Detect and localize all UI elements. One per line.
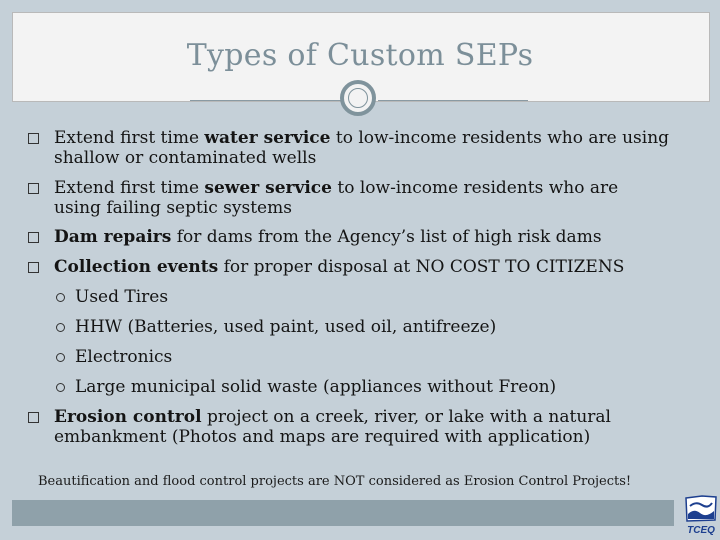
- bullet-text-bold: Dam repairs: [54, 227, 172, 247]
- bullet-text: [54, 227, 602, 247]
- title-ornament-icon: [340, 80, 376, 116]
- bullet-text-line2: using failing septic systems: [54, 198, 292, 218]
- sub-bullet-text: Large municipal solid waste (appliances without Freon): [75, 377, 557, 397]
- bullet-text: [54, 257, 624, 277]
- bullet-text-bold: Erosion control: [54, 407, 202, 427]
- ring-bullet-icon: [56, 293, 65, 302]
- footer-bar: [12, 500, 674, 526]
- footnote-emphasis: NOT: [333, 474, 365, 489]
- bullet-text-suffix: project on a creek, river, or lake with a natural: [201, 407, 611, 427]
- ring-bullet-icon: [56, 383, 65, 392]
- square-bullet-icon: [28, 232, 39, 243]
- bullet-text-suffix: to low-income residents who are using: [330, 128, 670, 148]
- bullet-text-suffix: for dams from the Agency’s list of high risk dams: [171, 227, 602, 247]
- square-bullet-icon: [28, 412, 39, 423]
- footnote-text: Beautification and flood control projects are: [38, 474, 334, 489]
- square-bullet-icon: [28, 183, 39, 194]
- sub-bullet-text: Electronics: [75, 347, 173, 367]
- bullet-text-line2: shallow or contaminated wells: [54, 148, 317, 168]
- bullet-text-prefix: Extend first time: [54, 128, 205, 148]
- bullet-text: [54, 128, 669, 148]
- title-divider-left: [190, 100, 342, 101]
- footnote: [38, 474, 698, 489]
- bullet-text-suffix: to low-income residents who are: [331, 178, 619, 198]
- square-bullet-icon: [28, 133, 39, 144]
- bullet-text-line2: embankment (Photos and maps are required with application): [54, 427, 591, 447]
- bullet-text-suffix: for proper disposal at NO COST TO CITIZENS: [218, 257, 625, 277]
- slide-title: Types of Custom SEPs: [186, 38, 534, 73]
- bullet-text-bold: sewer service: [204, 178, 332, 198]
- bullet-text-prefix: Extend first time: [54, 178, 205, 198]
- sub-bullet-text: HHW (Batteries, used paint, used oil, antifreeze): [75, 317, 497, 337]
- bullet-text: [54, 407, 611, 427]
- ring-bullet-icon: [56, 353, 65, 362]
- bullet-text: [54, 178, 618, 198]
- footnote-text-end: considered as Erosion Control Projects!: [364, 474, 632, 489]
- tceq-logo-icon: [684, 494, 718, 536]
- sub-bullet-text: Used Tires: [75, 287, 169, 307]
- square-bullet-icon: [28, 262, 39, 273]
- title-divider-right: [378, 100, 528, 101]
- ring-bullet-icon: [56, 323, 65, 332]
- bullet-text-bold: Collection events: [54, 257, 219, 277]
- logo-text: TCEQ: [687, 525, 715, 536]
- bullet-text-bold: water service: [204, 128, 331, 148]
